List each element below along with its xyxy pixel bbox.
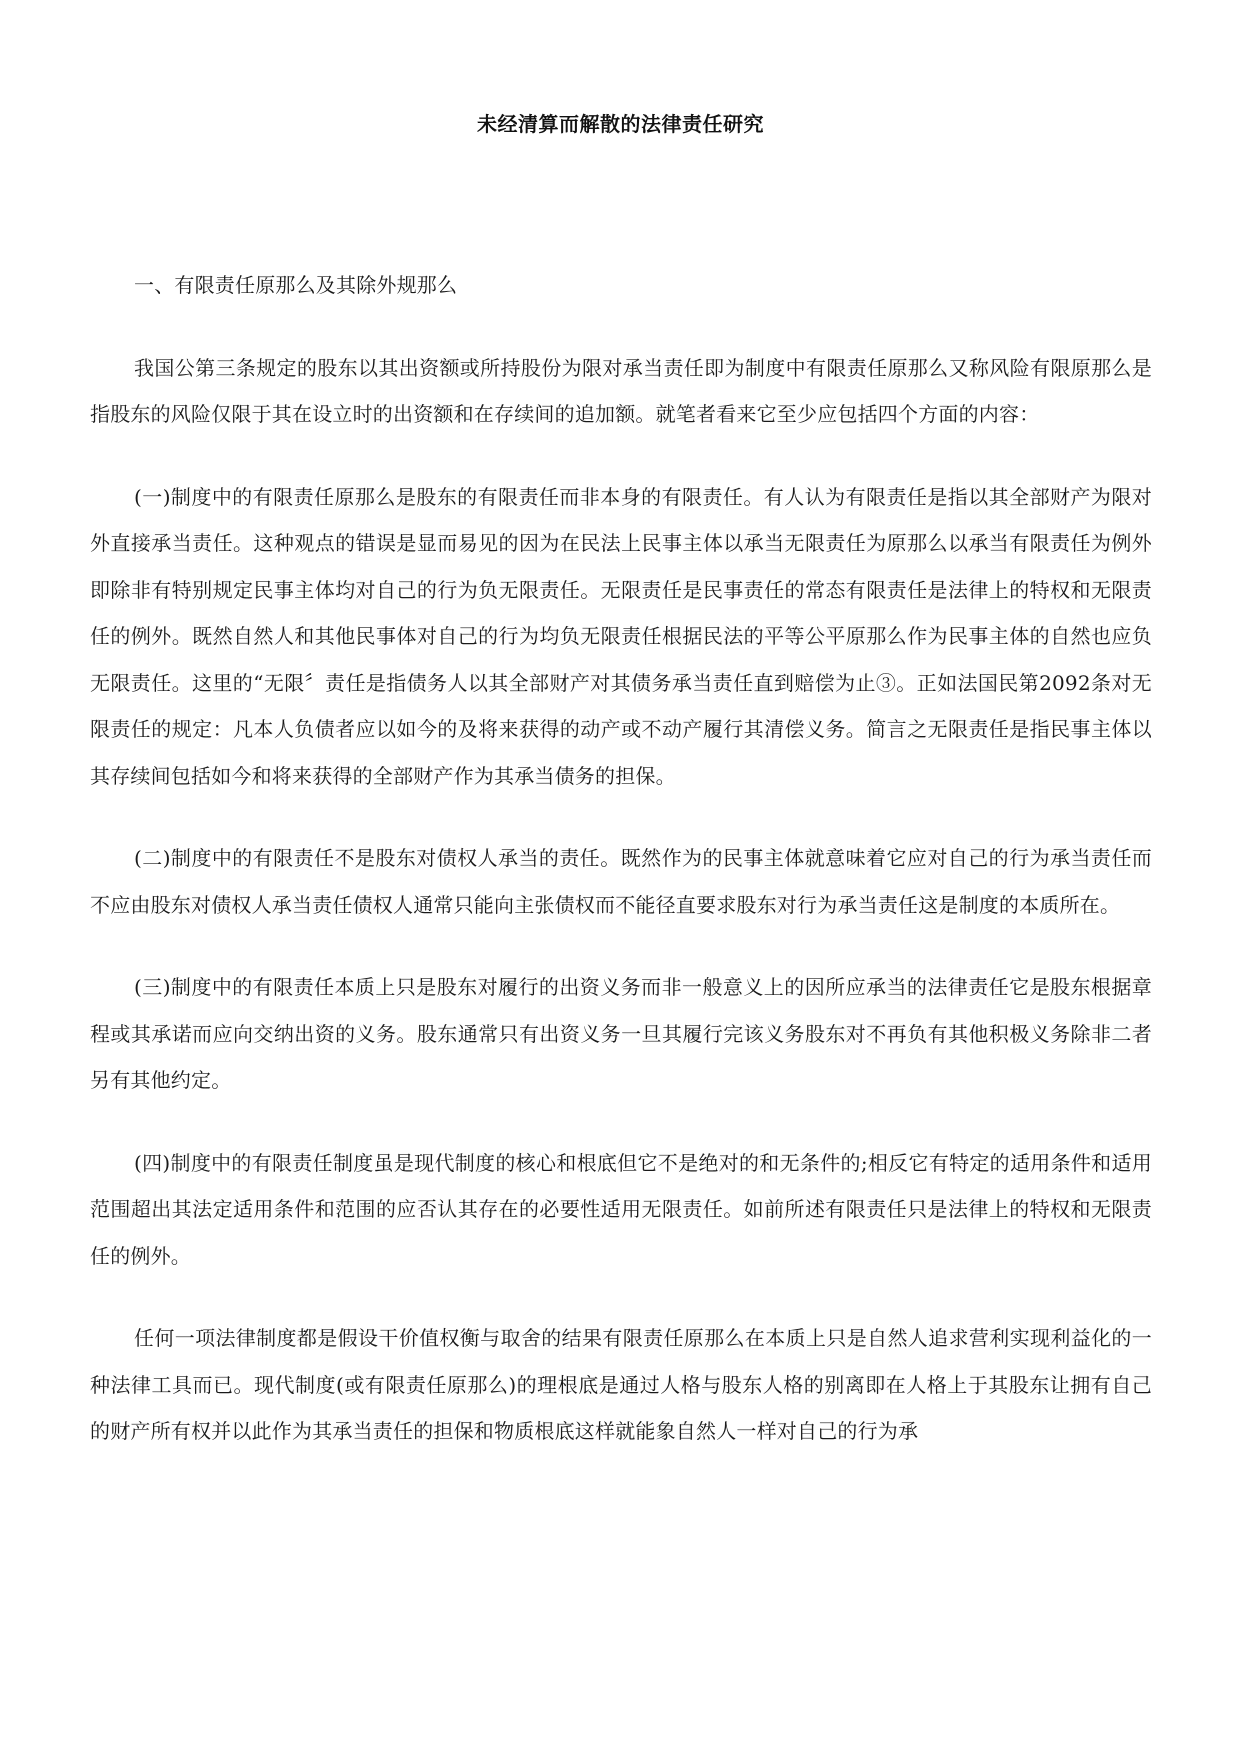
paragraph-summary: 任何一项法律制度都是假设干价值权衡与取舍的结果有限责任原那么在本质上只是自然人追求营利实现利益化的一种法律工具而已。现代制度(或有限责任原那么)的理根底是通过人格与股东人格的别离即在人格上于其股东让拥有自己的财产所有权并以此作为其承当责任的担保和物质根底这样就能象自然人一样对自己的行为承	[90, 1326, 1152, 1443]
document-body	[90, 262, 1152, 1455]
paragraph-intro: 我国公第三条规定的股东以其出资额或所持股份为限对承当责任即为制度中有限责任原那么又称风险有限原那么是指股东的风险仅限于其在设立时的出资额和在存续间的追加额。就笔者看来它至少应包括四个方面的内容：	[90, 355, 1152, 426]
paragraph-point-1: (一)制度中的有限责任原那么是股东的有限责任而非本身的有限责任。有人认为有限责任是指以其全部财产为限对外直接承当责任。这种观点的错误是显而易见的因为在民法上民事主体以承当无限责任为原那么以承当有限责任为例外即除非有特别规定民事主体均对自己的行为负无限责任。无限责任是民事责任的常态有限责任是法律上的特权和无限责任的例外。既然自然人和其他民事体对自己的行为均负无限责任根据民法的平等公平原那么作为民事主体的自然也应负无限责任。这里的“无限〞责任是指债务人以其全部财产对其债务承当责任直到赔偿为止③。正如法国民第2092条对无限责任的规定：凡本人负债者应以如今的及将来获得的动产或不动产履行其清偿义务。简言之无限责任是指民事主体以其存续间包括如今和将来获得的全部财产作为其承当债务的担保。	[90, 484, 1152, 788]
document-title: 未经清算而解散的法律责任研究	[477, 112, 764, 136]
paragraph-point-3: (三)制度中的有限责任本质上只是股东对履行的出资义务而非一般意义上的因所应承当的法律责任它是股东根据章程或其承诺而应向交纳出资的义务。股东通常只有出资义务一旦其履行完该义务股东对不再负有其他积极义务除非二者另有其他约定。	[90, 975, 1152, 1092]
paragraph-point-2: (二)制度中的有限责任不是股东对债权人承当的责任。既然作为的民事主体就意味着它应对自己的行为承当责任而不应由股东对债权人承当责任债权人通常只能向主张债权而不能径直要求股东对行为承当责任这是制度的本质所在。	[90, 846, 1152, 917]
paragraph-point-4: (四)制度中的有限责任制度虽是现代制度的核心和根底但它不是绝对的和无条件的;相反它有特定的适用条件和适用范围超出其法定适用条件和范围的应否认其存在的必要性适用无限责任。如前所述有限责任只是法律上的特权和无限责任的例外。	[90, 1150, 1152, 1268]
section-heading: 一、有限责任原那么及其除外规那么	[134, 273, 458, 297]
